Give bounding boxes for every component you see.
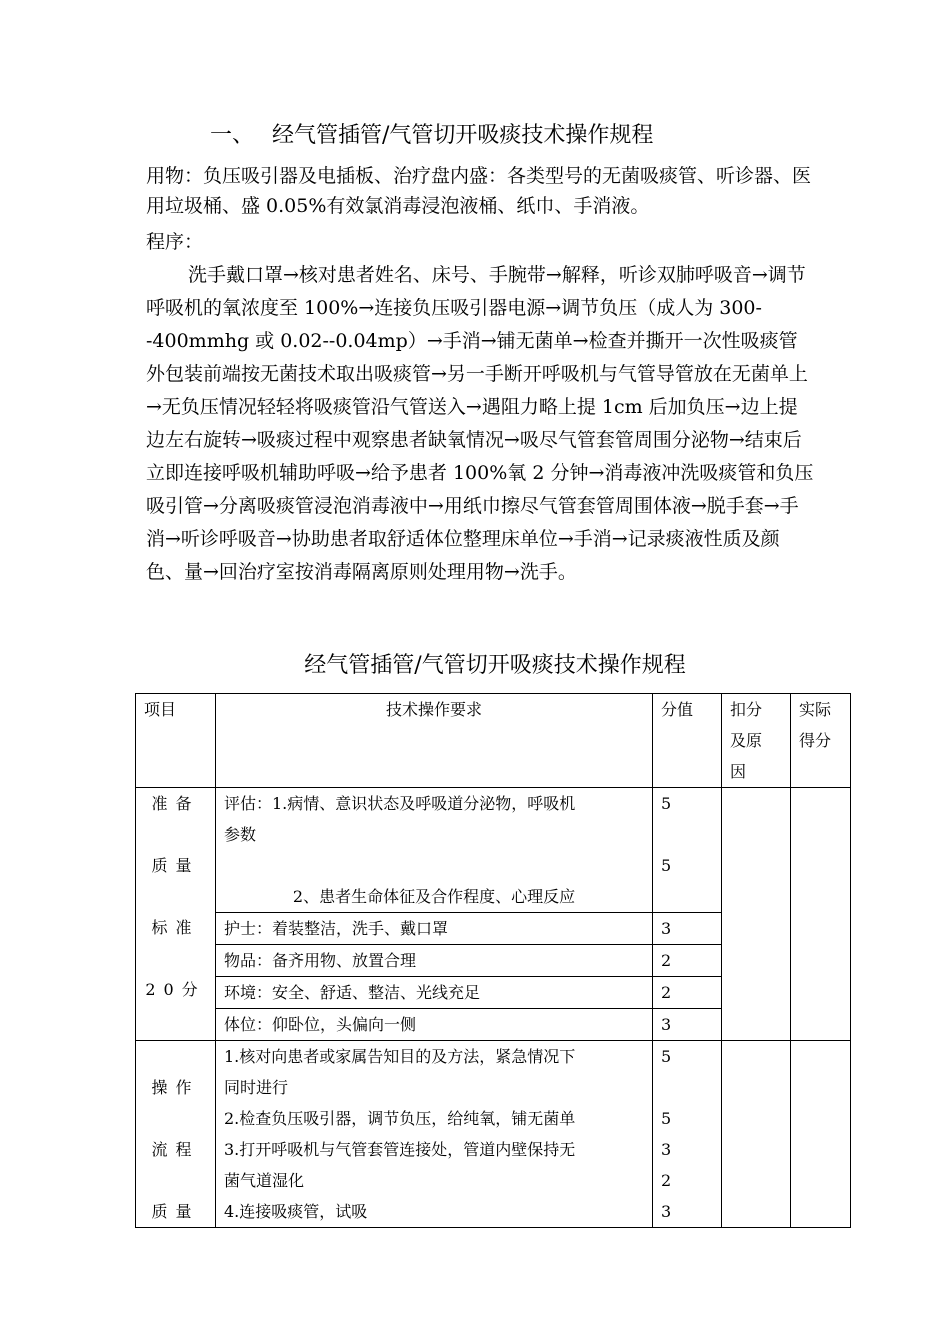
section-number: 一、 — [210, 123, 255, 148]
nurse-score: 3 — [653, 913, 722, 945]
environment-score: 2 — [653, 977, 722, 1009]
header-item: 项目 — [136, 694, 216, 788]
table-row-operation — [136, 1041, 851, 1228]
ops-actual-cell — [791, 1041, 851, 1228]
section-heading — [210, 118, 653, 149]
prep-deduct-cell — [722, 788, 791, 1041]
items-score: 2 — [653, 945, 722, 977]
table-title: 经气管插管/气管切开吸痰技术操作规程 — [304, 653, 686, 678]
procedure-paragraph — [146, 259, 816, 589]
ops-deduct-cell — [722, 1041, 791, 1228]
prep-actual-cell — [791, 788, 851, 1041]
assessment-score: 5 5 — [653, 788, 722, 913]
position-requirement: 体位：仰卧位，头偏向一侧 — [216, 1009, 653, 1041]
procedure-text: 洗手戴口罩→核对患者姓名、床号、手腕带→解释，听诊双肺呼吸音→调节呼吸机的氧浓度至 100%→连接负压吸引器电源→调节负压（成人为 300--400mmhg 或 0.02--0.04mp）→手消→铺无菌单→检查并撕开一次性吸痰管外包装前端按无菌技术取出吸痰管→另一手断开呼吸机与气管导管放在无菌单上→无负压情况轻轻将吸痰管沿气管送入→遇阻力略上提 1cm 后加负压→边上提边左右旋转→吸痰过程中观察患者缺氧情况→吸尽气管套管周围分泌物→结束后立即连接呼吸机辅助呼吸→给予患者 100%氧 2 分钟→消毒液冲洗吸痰管和负压吸引管→分离吸痰管浸泡消毒液中→用纸巾擦尽气管套管周围体液→脱手套→手消→听诊呼吸音→协助患者取舒适体位整理床单位→手消→记录痰液性质及颜色、量→回治疗室按消毒隔离原则处理用物→洗手。 — [146, 264, 814, 583]
ops-item-cell: 操作 流程 质量 — [136, 1041, 216, 1228]
items-requirement: 物品：备齐用物、放置合理 — [216, 945, 653, 977]
header-requirement: 技术操作要求 — [216, 694, 653, 788]
ops-requirement: 1.核对向患者或家属告知目的及方法，紧急情况下 同时进行 2.检查负压吸引器，调节负压，给纯氧，铺无菌单 3.打开呼吸机与气管套管连接处，管道内壁保持无 菌气道湿化 4.连接吸痰管，试吸 — [216, 1041, 653, 1228]
section-title: 经气管插管/气管切开吸痰技术操作规程 — [272, 123, 654, 148]
table-header-row — [136, 694, 851, 788]
position-score: 3 — [653, 1009, 722, 1041]
assessment-table — [135, 693, 851, 1228]
ops-score: 5 5 3 2 3 — [653, 1041, 722, 1228]
header-actual: 实际 得分 — [791, 694, 851, 788]
nurse-requirement: 护士：着装整洁，洗手、戴口罩 — [216, 913, 653, 945]
prep-item-cell: 准备 质量 标准 20分 — [136, 788, 216, 1041]
program-label: 程序： — [146, 231, 204, 253]
materials-paragraph: 用物：负压吸引器及电插板、治疗盘内盛：各类型号的无菌吸痰管、听诊器、医用垃圾桶、盛 0.05%有效氯消毒浸泡液桶、纸巾、手消液。 — [146, 165, 812, 217]
header-deduct: 扣分 及原 因 — [722, 694, 791, 788]
environment-requirement: 环境：安全、舒适、整洁、光线充足 — [216, 977, 653, 1009]
table-row-assessment — [136, 788, 851, 913]
header-score: 分值 — [653, 694, 722, 788]
assessment-requirement: 评估：1.病情、意识状态及呼吸道分泌物，呼吸机 参数 2、患者生命体征及合作程度、心理反应 — [216, 788, 653, 913]
